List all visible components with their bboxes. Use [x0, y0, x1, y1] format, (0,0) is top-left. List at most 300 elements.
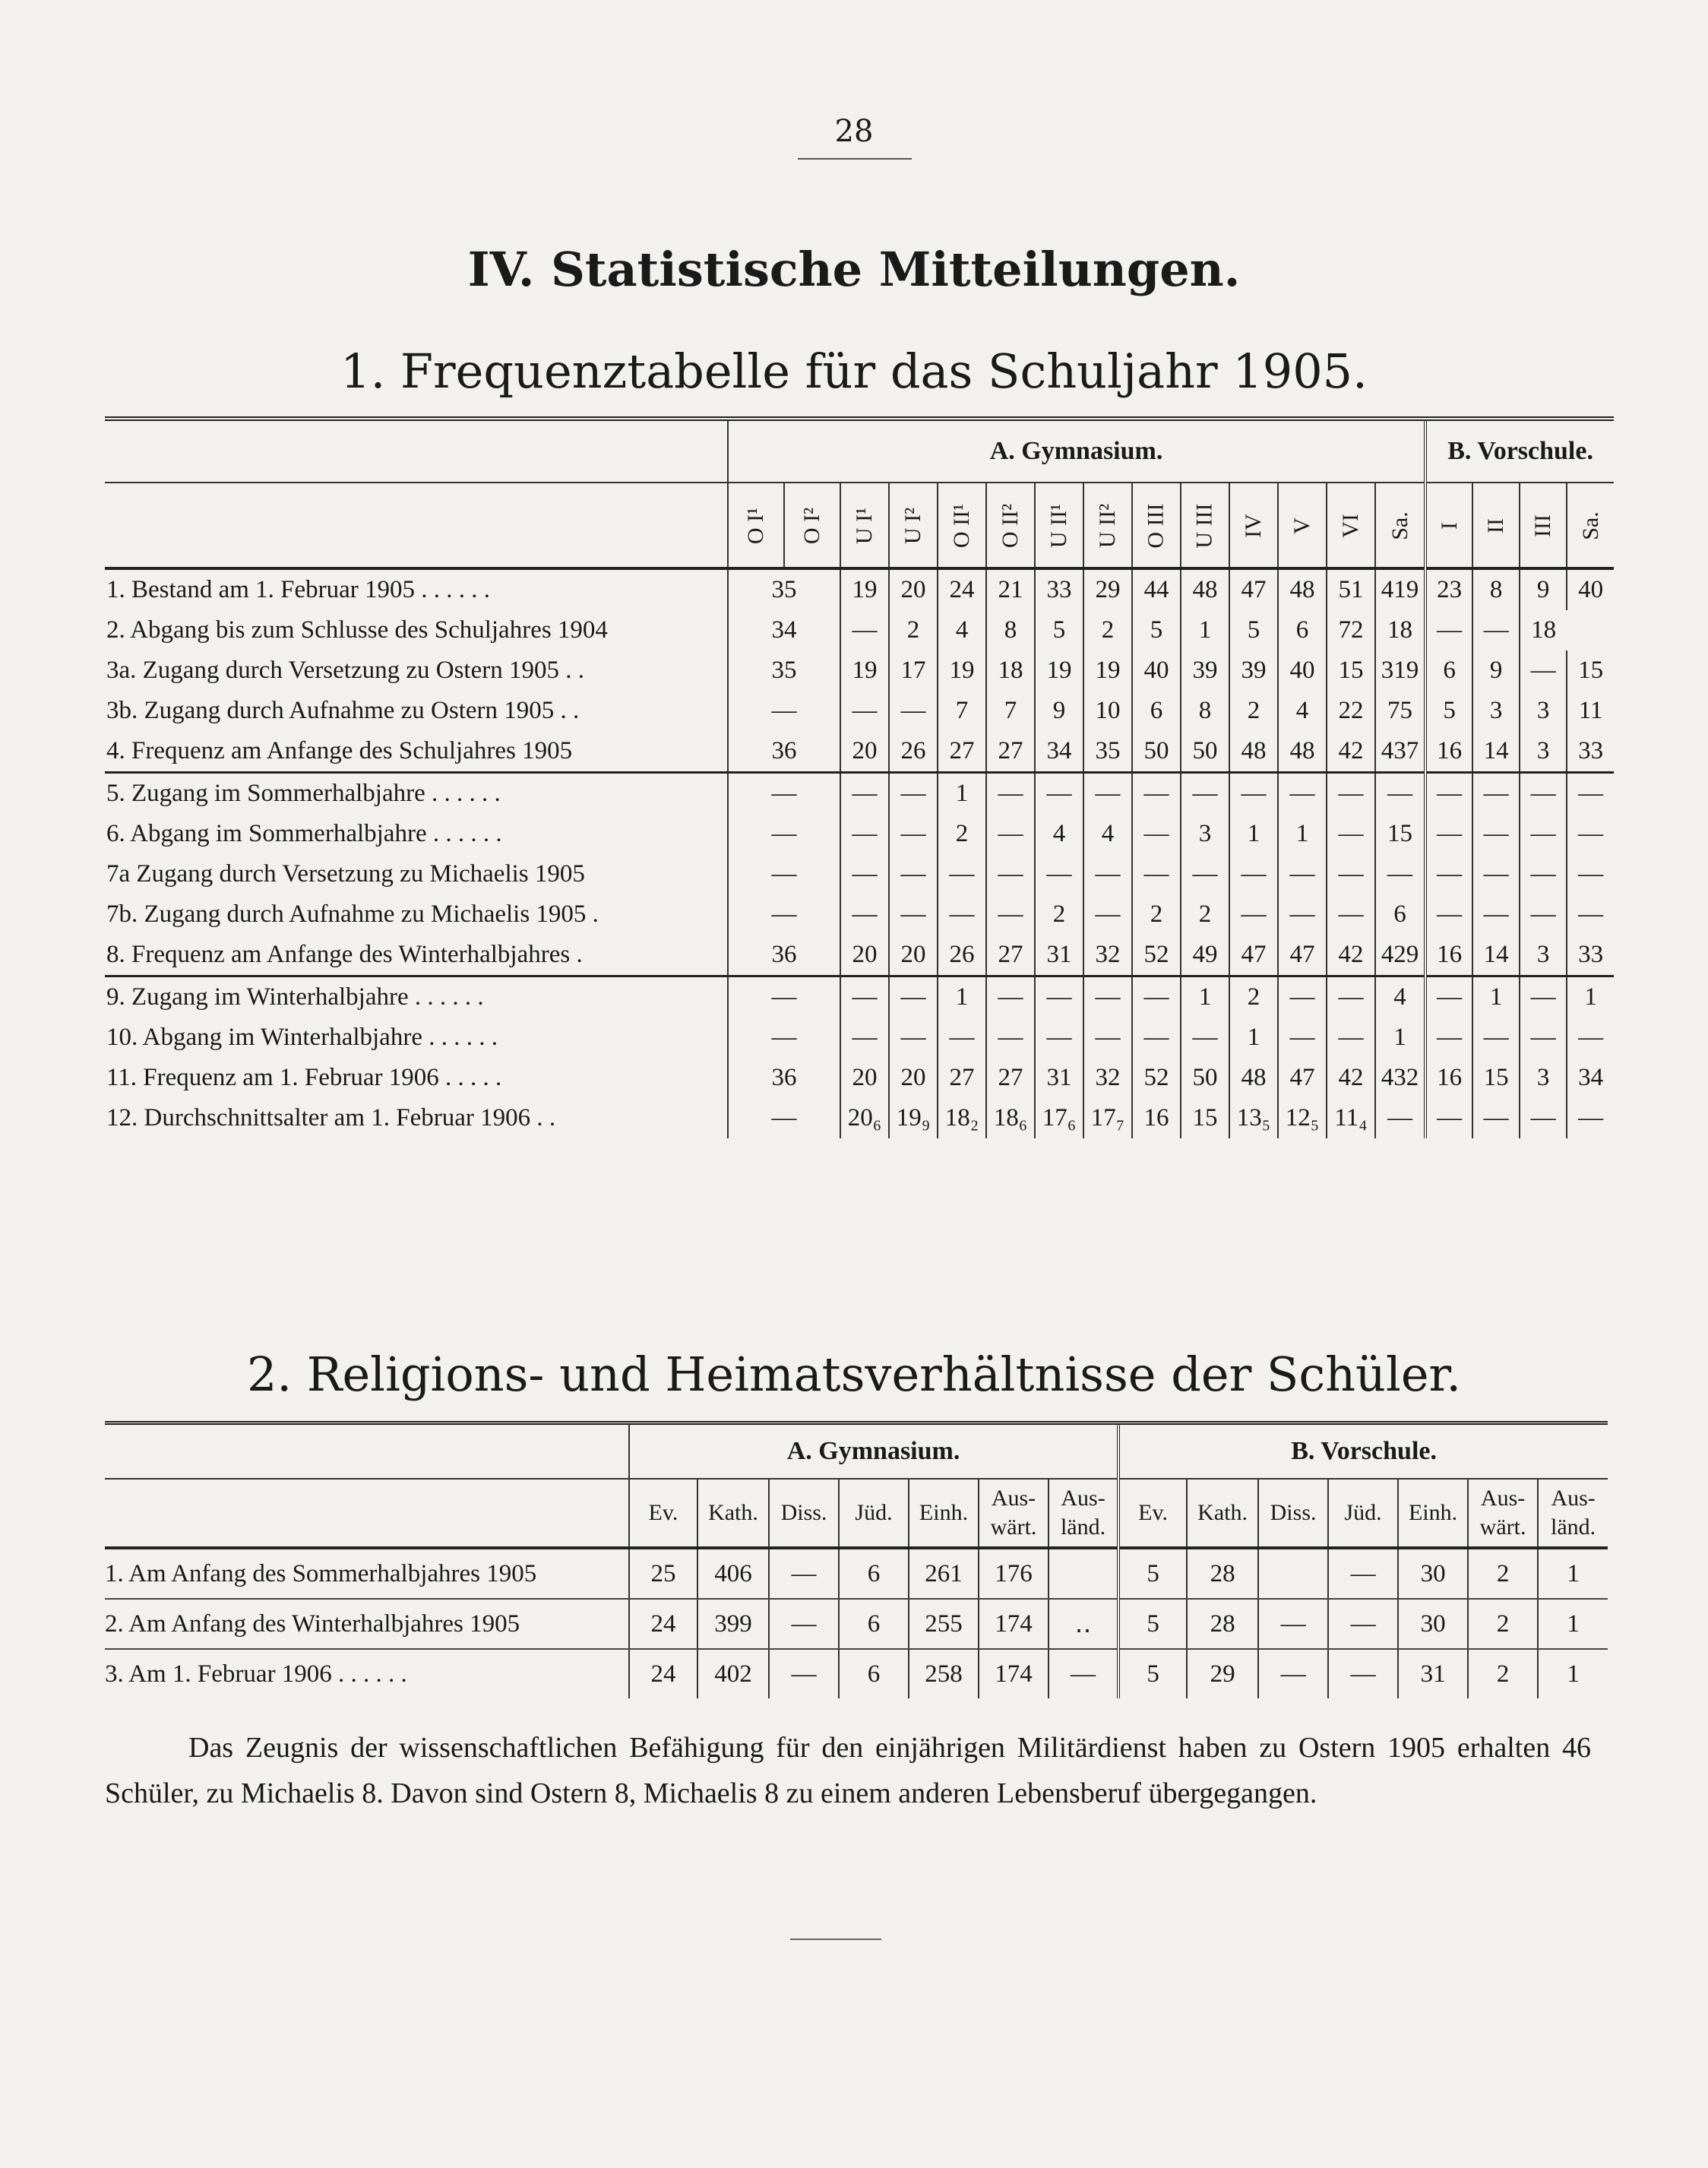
cell-oi-combined: — [728, 691, 840, 731]
table-cell: 24 [629, 1599, 697, 1649]
row-label: 12. Durchschnittsalter am 1. Februar 1906 . . [106, 1104, 556, 1131]
table-cell: 6 [839, 1548, 909, 1599]
table-cell: 48 [1181, 568, 1229, 610]
table-cell: 18 [986, 650, 1035, 691]
table-cell: 11 [1567, 691, 1614, 731]
table-row [105, 568, 1614, 610]
table-cell: 3 [1520, 935, 1567, 976]
table-cell: 19 [1035, 650, 1083, 691]
table-cell: 16 [1425, 1058, 1472, 1098]
table-cell: — [1472, 610, 1520, 650]
table-cell: 16 [1425, 731, 1472, 773]
table-cell: 15 [1327, 650, 1375, 691]
table-cell: — [986, 854, 1035, 894]
table-cell: — [1520, 854, 1567, 894]
table-cell: 48 [1278, 568, 1327, 610]
table-cell: 5 [1118, 1548, 1187, 1599]
table-cell: — [1327, 773, 1375, 815]
table-cell: — [889, 894, 938, 935]
table-cell: — [1035, 1018, 1083, 1058]
table-cell: 47 [1229, 568, 1278, 610]
table-row [105, 1098, 1614, 1138]
table-cell: — [1229, 854, 1278, 894]
table-cell: 27 [986, 1058, 1035, 1098]
table-cell: 7 [938, 691, 986, 731]
table-cell: 26 [938, 935, 986, 976]
table1-corner [105, 419, 728, 483]
table1-col-header: U II¹ [1035, 483, 1083, 568]
table-cell: — [1328, 1599, 1398, 1649]
row-label: 6. Abgang im Sommerhalbjahre . . . . . . [106, 820, 502, 847]
table-cell: — [1520, 894, 1567, 935]
table-cell: — [1181, 773, 1229, 815]
table-cell: — [986, 894, 1035, 935]
table-cell: — [986, 773, 1035, 815]
table-cell: — [1083, 1018, 1132, 1058]
table-cell: — [1520, 1018, 1567, 1058]
table-cell: — [1278, 773, 1327, 815]
table-cell: 255 [909, 1599, 979, 1649]
table-cell: 5 [1425, 691, 1472, 731]
table-cell: 1 [1229, 1018, 1278, 1058]
table-cell: 4 [1278, 691, 1327, 731]
table-cell: — [1035, 773, 1083, 815]
table1-col-header: III [1520, 483, 1567, 568]
table-cell: 51 [1327, 568, 1375, 610]
table-cell: — [1258, 1599, 1328, 1649]
table-cell: 17₇ [1083, 1098, 1132, 1138]
table-cell: — [1327, 814, 1375, 854]
table-cell: 399 [697, 1599, 769, 1649]
table-cell: 21 [986, 568, 1035, 610]
table-cell: — [1258, 1649, 1328, 1698]
table-cell: 5 [1229, 610, 1278, 650]
table-cell: 29 [1187, 1649, 1258, 1698]
table-cell: 1 [1567, 976, 1614, 1018]
table-cell: 20 [840, 731, 889, 773]
table-cell: 40 [1132, 650, 1181, 691]
table-cell: 18 [1520, 610, 1567, 650]
table-cell: 9 [1520, 568, 1567, 610]
table-cell: — [1181, 1018, 1229, 1058]
table1-label-header [105, 483, 728, 568]
table-cell: 10 [1083, 691, 1132, 731]
table-cell: 1 [1375, 1018, 1425, 1058]
table-cell: 19 [1083, 650, 1132, 691]
table-cell: 2 [1181, 894, 1229, 935]
table-cell: — [1035, 854, 1083, 894]
table-row [105, 935, 1614, 976]
row-label: 3b. Zugang durch Aufnahme zu Ostern 1905 . . [106, 697, 580, 724]
row-label: 3a. Zugang durch Versetzung zu Ostern 1905 . . [106, 657, 584, 684]
table-cell: 23 [1425, 568, 1472, 610]
table-cell: 52 [1132, 935, 1181, 976]
table-cell: ‥ [1049, 1599, 1118, 1649]
table1-col-header: II [1472, 483, 1520, 568]
table-cell: 27 [986, 935, 1035, 976]
table-cell: — [1327, 894, 1375, 935]
table-cell: — [1375, 773, 1425, 815]
section-heading: IV. Statistische Mitteilungen. [467, 242, 1241, 297]
table-cell: — [769, 1548, 839, 1599]
cell-oi-combined: 34 [728, 610, 840, 650]
table-cell: 6 [1278, 610, 1327, 650]
table2-col-header: Aus- wärt. [1468, 1479, 1538, 1548]
table-cell: — [938, 854, 986, 894]
table-cell: 40 [1278, 650, 1327, 691]
table1-col-header: O II² [986, 483, 1035, 568]
table-cell: 5 [1118, 1649, 1187, 1698]
cell-oi-combined: 36 [728, 935, 840, 976]
table-cell: 6 [839, 1649, 909, 1698]
table-cell: 258 [909, 1649, 979, 1698]
table1-col-header: U III [1181, 483, 1229, 568]
table-row [105, 650, 1614, 691]
table-cell: 2 [1132, 894, 1181, 935]
table-cell: 402 [697, 1649, 769, 1698]
table-cell: 4 [1035, 814, 1083, 854]
table-cell: 28 [1187, 1548, 1258, 1599]
table-cell: 42 [1327, 935, 1375, 976]
table-cell: 8 [1181, 691, 1229, 731]
table-cell: 31 [1035, 1058, 1083, 1098]
closing-rule [790, 1939, 881, 1940]
table1-col-header: Sa. [1375, 483, 1425, 568]
table-cell: 49 [1181, 935, 1229, 976]
table1-col-header: U II² [1083, 483, 1132, 568]
table-cell: 19 [840, 650, 889, 691]
table-cell: 6 [839, 1599, 909, 1649]
table2-col-header: Diss. [769, 1479, 839, 1548]
cell-oi-combined: — [728, 1018, 840, 1058]
table-cell: 1 [1472, 976, 1520, 1018]
table2-col-header: Kath. [697, 1479, 769, 1548]
table-cell: — [889, 691, 938, 731]
cell-oi-combined: — [728, 814, 840, 854]
table-cell: 42 [1327, 731, 1375, 773]
table-cell: — [1132, 773, 1181, 815]
table-cell [1049, 1548, 1118, 1599]
table-cell: 2 [1468, 1599, 1538, 1649]
table-cell: 20 [840, 1058, 889, 1098]
table-cell: 33 [1035, 568, 1083, 610]
table-cell: 3 [1520, 731, 1567, 773]
table-cell: — [1425, 894, 1472, 935]
table-cell: — [1083, 894, 1132, 935]
table1-col-header: Sa. [1567, 483, 1614, 568]
table-cell: — [1567, 1098, 1614, 1138]
table-cell: 2 [938, 814, 986, 854]
table-cell: 30 [1398, 1599, 1468, 1649]
table-cell: 429 [1375, 935, 1425, 976]
table-cell: 4 [938, 610, 986, 650]
table-cell: — [889, 976, 938, 1018]
table-cell: — [889, 854, 938, 894]
table-cell: 5 [1035, 610, 1083, 650]
table-cell: 50 [1181, 1058, 1229, 1098]
table-cell: — [1278, 976, 1327, 1018]
table-cell: 18 [1375, 610, 1425, 650]
table-cell: — [1375, 854, 1425, 894]
table-cell: 19₉ [889, 1098, 938, 1138]
table-cell: 1 [1538, 1599, 1608, 1649]
table-cell: 34 [1567, 1058, 1614, 1098]
table-cell: 2 [1035, 894, 1083, 935]
table-cell: — [1567, 894, 1614, 935]
table-cell: — [1425, 854, 1472, 894]
table-cell: 5 [1118, 1599, 1187, 1649]
table1-col-header: V [1278, 483, 1327, 568]
table-cell: 5 [1132, 610, 1181, 650]
table2-col-header: Einh. [909, 1479, 979, 1548]
table-cell: 1 [1538, 1548, 1608, 1599]
table-cell: — [1425, 814, 1472, 854]
table-cell: 6 [1425, 650, 1472, 691]
cell-oi-combined: — [728, 976, 840, 1018]
table-cell: 48 [1229, 1058, 1278, 1098]
table-row [105, 610, 1614, 650]
table-cell: 17₆ [1035, 1098, 1083, 1138]
table-cell: 39 [1229, 650, 1278, 691]
table-cell: — [1520, 1098, 1567, 1138]
table-cell: 20 [889, 568, 938, 610]
table-cell: 72 [1327, 610, 1375, 650]
table-cell: 18₆ [986, 1098, 1035, 1138]
row-label: 7a Zugang durch Versetzung zu Michaelis 1905 [106, 860, 585, 888]
table-cell: — [1278, 894, 1327, 935]
table2-col-header: Aus- länd. [1538, 1479, 1608, 1548]
table-cell: 19 [938, 650, 986, 691]
table-cell: — [1520, 773, 1567, 815]
table-cell: 48 [1229, 731, 1278, 773]
table-cell: 1 [1181, 976, 1229, 1018]
table-cell: 6 [1132, 691, 1181, 731]
table-cell: — [1472, 894, 1520, 935]
table-cell: — [1327, 976, 1375, 1018]
row-label: 1. Bestand am 1. Februar 1905 . . . . . . [106, 576, 491, 603]
table-cell: 47 [1278, 1058, 1327, 1098]
row-label: 2. Am Anfang des Winterhalbjahres 1905 [105, 1599, 629, 1649]
table-cell: 32 [1083, 1058, 1132, 1098]
table-row [105, 894, 1614, 935]
table2-title: 2. Religions- und Heimatsverhältnisse der Schüler. [246, 1347, 1462, 1402]
table1-col-header: O I² [784, 483, 840, 568]
table-cell: 20 [889, 935, 938, 976]
table-cell: 2 [1083, 610, 1132, 650]
table-cell: 319 [1375, 650, 1425, 691]
table-cell: 15 [1375, 814, 1425, 854]
table-cell: 2 [1468, 1649, 1538, 1698]
table-cell: 12₅ [1278, 1098, 1327, 1138]
table2-group-b: B. Vorschule. [1118, 1423, 1608, 1480]
table1-col-header: IV [1229, 483, 1278, 568]
table-cell: — [840, 610, 889, 650]
table-cell: 50 [1181, 731, 1229, 773]
table1-title: 1. Frequenztabelle für das Schuljahr 1905. [340, 343, 1368, 399]
table-cell: — [1132, 814, 1181, 854]
table-cell: — [1520, 814, 1567, 854]
page-number: 28 [834, 114, 874, 149]
table-cell: — [1472, 1098, 1520, 1138]
table1-col-header: O III [1132, 483, 1181, 568]
table-row [105, 1548, 1608, 1599]
table-cell: 40 [1567, 568, 1614, 610]
table-cell: — [986, 1018, 1035, 1058]
table-cell: — [1520, 976, 1567, 1018]
row-label: 1. Am Anfang des Sommerhalbjahres 1905 [105, 1548, 629, 1599]
table-cell: — [1328, 1548, 1398, 1599]
cell-oi-combined: 35 [728, 650, 840, 691]
table-cell: — [938, 1018, 986, 1058]
table-row [105, 976, 1614, 1018]
table-cell: 1 [938, 976, 986, 1018]
table-cell: — [889, 814, 938, 854]
row-label: 3. Am 1. Februar 1906 . . . . . . [105, 1660, 407, 1688]
table-cell: 24 [938, 568, 986, 610]
row-label: 2. Abgang bis zum Schlusse des Schuljahres 1904 [106, 616, 608, 644]
table-cell: 15 [1472, 1058, 1520, 1098]
table-cell: 31 [1035, 935, 1083, 976]
table-cell: 14 [1472, 731, 1520, 773]
table-cell: 47 [1229, 935, 1278, 976]
table-cell: — [1425, 1098, 1472, 1138]
table-cell: 1 [1538, 1649, 1608, 1698]
table-cell: — [1472, 1018, 1520, 1058]
table-cell: 174 [979, 1649, 1049, 1698]
table-cell: — [1327, 854, 1375, 894]
row-label: 4. Frequenz am Anfange des Schuljahres 1905 [105, 731, 728, 773]
cell-oi-combined: — [728, 894, 840, 935]
table-cell: 174 [979, 1599, 1049, 1649]
table-cell: 35 [1083, 731, 1132, 773]
table-cell: — [1083, 854, 1132, 894]
table-cell: — [1425, 610, 1472, 650]
table-cell: 17 [889, 650, 938, 691]
table-cell: 4 [1375, 976, 1425, 1018]
table2-group-a: A. Gymnasium. [629, 1423, 1118, 1480]
table1-col-header: VI [1327, 483, 1375, 568]
table-cell: — [986, 814, 1035, 854]
table-cell: 3 [1472, 691, 1520, 731]
table-cell: 1 [938, 773, 986, 815]
religion-table [105, 1421, 1608, 1698]
table-cell: 2 [1229, 976, 1278, 1018]
row-label: 11. Frequenz am 1. Februar 1906 . . . . . [106, 1064, 502, 1091]
table-cell: 16 [1132, 1098, 1181, 1138]
table-cell: 7 [986, 691, 1035, 731]
table-cell: — [1278, 1018, 1327, 1058]
table-cell: 15 [1567, 650, 1614, 691]
table-cell: — [1327, 1018, 1375, 1058]
table-cell: 14 [1472, 935, 1520, 976]
table-cell: 22 [1327, 691, 1375, 731]
cell-oi-combined: — [728, 773, 840, 815]
table-cell: 4 [1083, 814, 1132, 854]
table-cell: — [889, 773, 938, 815]
table1-group-a: A. Gymnasium. [728, 419, 1425, 483]
table-cell: — [1035, 976, 1083, 1018]
table-cell: 1 [1181, 610, 1229, 650]
table-cell: 261 [909, 1548, 979, 1599]
table-cell: — [1229, 773, 1278, 815]
table-cell: 32 [1083, 935, 1132, 976]
row-label: 10. Abgang im Winterhalbjahre . . . . . . [106, 1024, 498, 1051]
table-cell: 20₆ [840, 1098, 889, 1138]
table-cell: 13₅ [1229, 1098, 1278, 1138]
table-cell: — [840, 814, 889, 854]
table-cell: 437 [1375, 731, 1425, 773]
table-cell: 44 [1132, 568, 1181, 610]
table1-col-header: O II¹ [938, 483, 986, 568]
row-label: 7b. Zugang durch Aufnahme zu Michaelis 1905 . [106, 900, 599, 928]
table-cell: — [1472, 773, 1520, 815]
table-row [105, 691, 1614, 731]
table2-label-header [105, 1479, 629, 1548]
table-cell [1258, 1548, 1328, 1599]
table-cell: — [1132, 854, 1181, 894]
table-cell: 1 [1278, 814, 1327, 854]
table-cell: 406 [697, 1548, 769, 1599]
table-cell: — [1425, 976, 1472, 1018]
table-cell: 28 [1187, 1599, 1258, 1649]
table-cell: 29 [1083, 568, 1132, 610]
table2-col-header: Ev. [629, 1479, 697, 1548]
table1-col-header: U I¹ [840, 483, 889, 568]
table-cell: 39 [1181, 650, 1229, 691]
table-cell: 19 [840, 568, 889, 610]
table2-corner [105, 1423, 629, 1480]
table2-col-header: Diss. [1258, 1479, 1328, 1548]
cell-oi-combined: 36 [728, 1058, 840, 1098]
table-cell: 20 [840, 935, 889, 976]
table-cell: 52 [1132, 1058, 1181, 1098]
table-cell: 27 [938, 1058, 986, 1098]
row-label: 9. Zugang im Winterhalbjahre . . . . . . [106, 983, 484, 1011]
table-cell: — [889, 1018, 938, 1058]
table-cell: — [769, 1599, 839, 1649]
table-cell: — [1375, 1098, 1425, 1138]
table-cell: — [1425, 1018, 1472, 1058]
table2-col-header: Jüd. [1328, 1479, 1398, 1548]
table-cell: — [1132, 976, 1181, 1018]
table-cell: 3 [1520, 1058, 1567, 1098]
table-cell: 48 [1278, 731, 1327, 773]
table2-col-header: Aus- länd. [1049, 1479, 1118, 1548]
row-label: 5. Zugang im Sommerhalbjahre . . . . . . [106, 780, 501, 807]
table-cell: 47 [1278, 935, 1327, 976]
table-cell: — [1328, 1649, 1398, 1698]
table-cell: — [1425, 773, 1472, 815]
table-cell: — [840, 854, 889, 894]
table-cell: 9 [1035, 691, 1083, 731]
table2-col-header: Ev. [1118, 1479, 1187, 1548]
table-cell: — [840, 976, 889, 1018]
table1-col-header: I [1425, 483, 1472, 568]
table-cell: — [769, 1649, 839, 1698]
table2-col-header: Jüd. [839, 1479, 909, 1548]
table-row [105, 1599, 1608, 1649]
table-cell: 25 [629, 1548, 697, 1599]
table-cell: 8 [986, 610, 1035, 650]
table-row [105, 1649, 1608, 1698]
table-cell: 27 [938, 731, 986, 773]
table-row [105, 773, 1614, 815]
table-row [105, 1018, 1614, 1058]
table1-col-header: U I² [889, 483, 938, 568]
table-cell: 20 [889, 1058, 938, 1098]
table-cell: — [840, 773, 889, 815]
table-cell: 33 [1567, 731, 1614, 773]
